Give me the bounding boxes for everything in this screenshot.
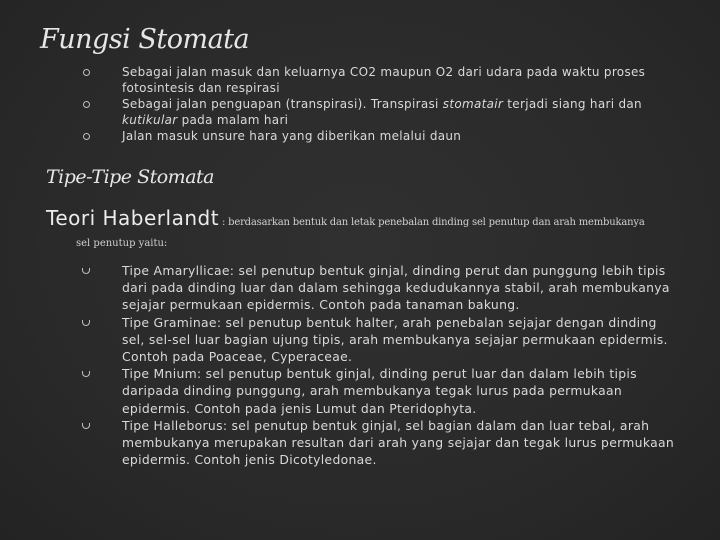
function-text-post: pada malam hari xyxy=(177,113,289,127)
list-item xyxy=(80,128,680,144)
stomata-type-list xyxy=(80,262,680,468)
list-item xyxy=(80,96,680,128)
type-text: Tipe Amaryllicae: sel penutup bentuk ginjal, dinding perut dan punggung lebih tipis dari pada dinding luar dan dalam sehingga kedudukannya stabil, arah membukanya sejajar permukaan epidermis. Contoh pada tanaman bakung. xyxy=(122,263,670,313)
list-item xyxy=(80,365,680,417)
theory-description-continued: sel penutup yaitu: xyxy=(76,238,168,249)
type-text: Tipe Halleborus: sel penutup bentuk ginjal, sel bagian dalam dan luar tebal, arah membukanya merupakan resultan dari arah yang sejajar dan tegak lurus permukaan epidermis. Contoh jenis Dicotyledonae. xyxy=(122,417,675,468)
slide-title: Fungsi Stomata xyxy=(40,24,250,55)
function-list xyxy=(80,64,680,144)
circle-bullet-icon xyxy=(83,133,90,140)
function-text: Jalan masuk unsure hara yang diberikan melalui daun xyxy=(122,129,462,143)
type-text: Tipe Graminae: sel penutup bentuk halter, arah penebalan sejajar dengan dinding sel, sel-sel luar bagian ujung tipis, arah membukanya sejajar permukaan epidermis. Contoh pada Poaceae, Cyperaceae. xyxy=(122,314,668,365)
theory-description: : berdasarkan bentuk dan letak penebalan dinding sel penutup dan arah membukanya xyxy=(219,217,645,228)
list-item xyxy=(80,262,680,314)
cup-bullet-icon xyxy=(82,423,90,429)
cup-bullet-icon xyxy=(82,320,90,326)
cup-bullet-icon xyxy=(82,371,90,377)
circle-bullet-icon xyxy=(83,101,90,108)
section-title: Tipe-Tipe Stomata xyxy=(46,166,214,188)
function-term-stomatair: stomatair xyxy=(442,97,504,111)
circle-bullet-icon xyxy=(83,69,90,76)
function-term-kutikular: kutikular xyxy=(122,113,178,127)
list-item xyxy=(80,417,680,469)
function-text-mid: terjadi siang hari dan xyxy=(503,97,642,111)
function-text-pre: Sebagai jalan penguapan (transpirasi). Transpirasi xyxy=(122,97,443,111)
list-item xyxy=(80,64,680,96)
theory-heading xyxy=(46,205,686,236)
function-text: Sebagai jalan masuk dan keluarnya CO2 maupun O2 dari udara pada waktu proses fotosintesis dan respirasi xyxy=(122,65,646,95)
cup-bullet-icon xyxy=(82,268,90,274)
type-text: Tipe Mnium: sel penutup bentuk ginjal, dinding perut luar dan dalam lebih tipis daripada dinding punggung, arah membukanya tegak lurus pada permukaan epidermis. Contoh pada jenis Lumut dan Pteridophyta. xyxy=(122,366,637,416)
list-item xyxy=(80,314,680,366)
theory-name: Teori Haberlandt xyxy=(46,206,220,230)
